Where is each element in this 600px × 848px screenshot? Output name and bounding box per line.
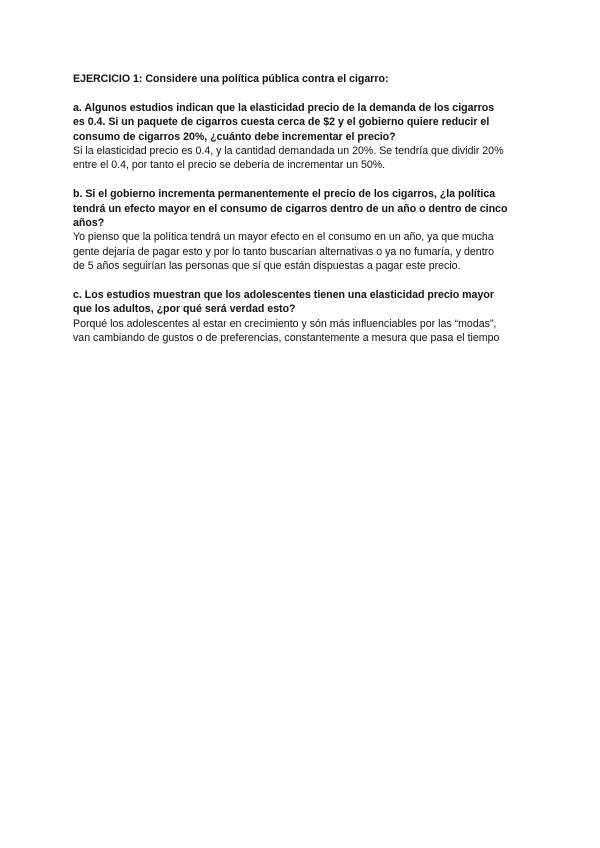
answer-line: entre el 0.4, por tanto el precio se debería de incrementar un 50%. [73,159,386,172]
question-line: años? [73,217,105,230]
question-a [73,101,533,144]
answer-b [73,230,533,273]
answer-line: Si la elasticidad precio es 0.4, y la cantidad demandada un 20%. Se tendría que dividir 20% [73,145,504,158]
answer-a [73,144,533,173]
question-line: tendrá un efecto mayor en el consumo de cigarros dentro de un año o dentro de cinco [73,202,508,215]
question-c [73,288,533,317]
answer-line: Porqué los adolescentes al estar en crecimiento y són más influenciables por las “modas”, [73,317,497,330]
section-b [73,187,533,273]
answer-line: Yo pienso que la política tendrá un mayor efecto en el consumo en un año, ya que mucha [73,231,494,244]
answer-c [73,317,533,346]
answer-line: gente dejaría de pagar esto y por lo tanto buscarían alternativas o ya no fumaría, y dentro [73,245,495,258]
question-line: es 0.4. Si un paquete de cigarros cuesta cerca de $2 y el gobierno quiere reducir el [73,116,490,129]
question-b [73,187,533,230]
question-line: a. Algunos estudios indican que la elasticidad precio de la demanda de los cigarros [73,101,495,114]
question-line: consumo de cigarros 20%, ¿cuánto debe incrementar el precio? [73,130,396,143]
answer-line: de 5 años seguirían las personas que sí que están dispuestas a pagar este precio. [73,260,461,273]
document-content [73,72,533,346]
question-line: b. Si el gobierno incrementa permanentemente el precio de los cigarros, ¿la política [73,188,496,201]
answer-line: van cambiando de gustos o de preferencias, constantemente a mesura que pasa el tiempo [73,332,500,345]
section-c [73,288,533,346]
section-a [73,101,533,173]
question-line: que los adultos, ¿por qué será verdad esto? [73,303,296,316]
question-line: c. Los estudios muestran que los adolescentes tienen una elasticidad precio mayor [73,289,494,302]
exercise-title: EJERCICIO 1: Considere una política pública contra el cigarro: [73,73,389,85]
